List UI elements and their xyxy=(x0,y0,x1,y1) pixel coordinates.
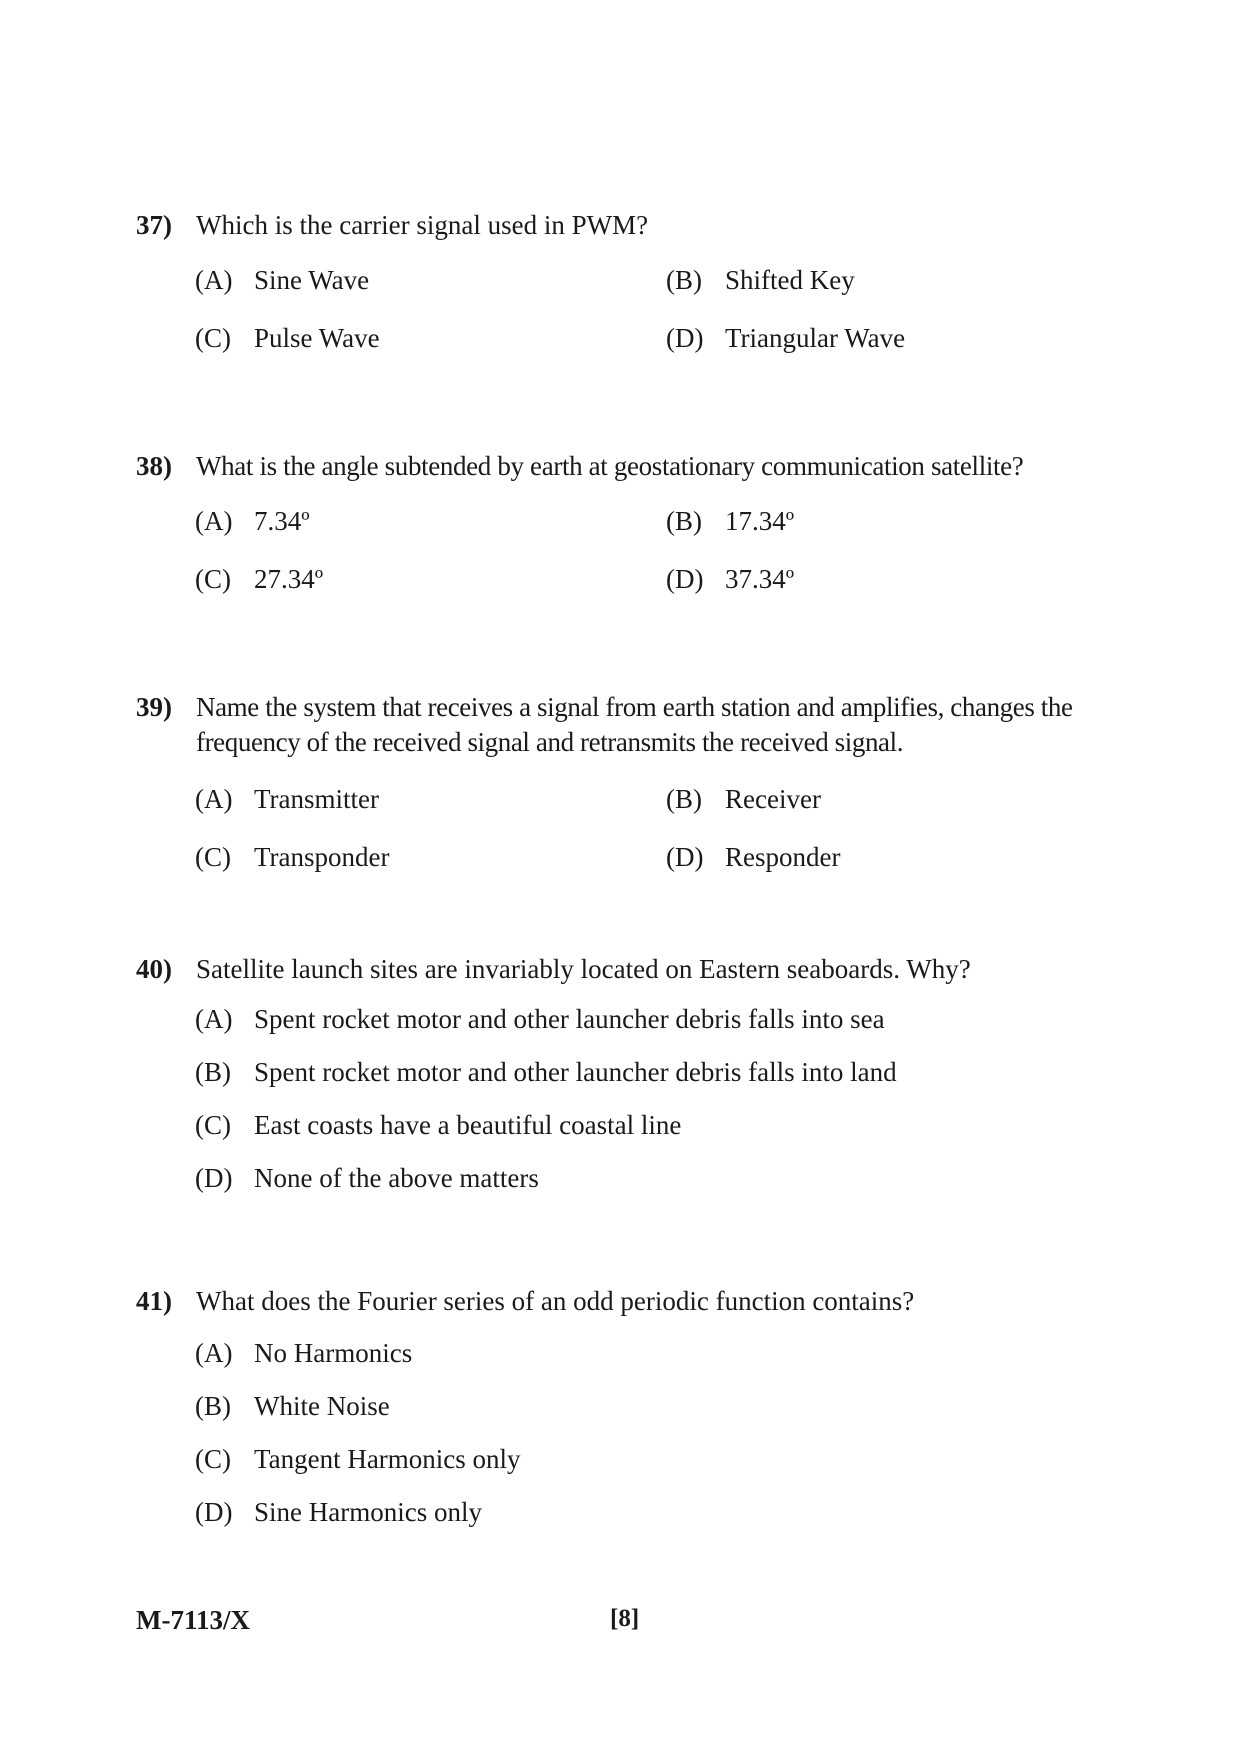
option-text: East coasts have a beautiful coastal line xyxy=(254,1110,682,1140)
question-41 xyxy=(136,1284,1096,1527)
option-text: Pulse Wave xyxy=(254,323,380,353)
option-label: (D) xyxy=(666,564,704,594)
page-number: [8] xyxy=(610,1605,640,1632)
option-c xyxy=(195,1443,521,1475)
option-label: (D) xyxy=(666,842,704,872)
option-text: 7.34º xyxy=(254,506,310,536)
option-label: (D) xyxy=(666,323,704,353)
question-stem xyxy=(136,1284,1096,1319)
option-label: (D) xyxy=(195,1497,233,1527)
question-39 xyxy=(136,690,1096,872)
question-stem xyxy=(136,449,1096,484)
option-d xyxy=(666,322,905,354)
option-label: (B) xyxy=(195,1057,231,1087)
option-text: 27.34º xyxy=(254,564,324,594)
option-text: Receiver xyxy=(725,784,821,814)
option-c xyxy=(195,1109,681,1141)
option-d xyxy=(195,1496,482,1528)
option-text: Shifted Key xyxy=(725,265,855,295)
option-text: No Harmonics xyxy=(254,1338,413,1368)
option-text: Spent rocket motor and other launcher debris falls into sea xyxy=(254,1004,885,1034)
option-b xyxy=(195,1056,897,1088)
option-label: (A) xyxy=(195,784,233,814)
option-label: (A) xyxy=(195,265,233,295)
option-text: White Noise xyxy=(254,1391,390,1421)
option-text: Spent rocket motor and other launcher debris falls into land xyxy=(254,1057,897,1087)
question-37 xyxy=(136,208,1096,353)
question-number: 39) xyxy=(136,692,172,722)
option-label: (C) xyxy=(195,1444,231,1474)
paper-code: M-7113/X xyxy=(136,1605,250,1635)
question-38 xyxy=(136,449,1096,594)
option-label: (C) xyxy=(195,842,231,872)
option-text: None of the above matters xyxy=(254,1163,539,1193)
option-text: Tangent Harmonics only xyxy=(254,1444,521,1474)
option-label: (D) xyxy=(195,1163,233,1193)
question-stem xyxy=(136,690,1096,760)
option-a xyxy=(195,783,379,815)
option-label: (B) xyxy=(666,265,702,295)
question-40 xyxy=(136,952,1096,1193)
option-a xyxy=(195,264,369,296)
option-text: 17.34º xyxy=(725,506,795,536)
option-label: (C) xyxy=(195,1110,231,1140)
option-label: (C) xyxy=(195,323,231,353)
option-label: (A) xyxy=(195,1338,233,1368)
option-label: (B) xyxy=(666,506,702,536)
option-d xyxy=(666,841,840,873)
question-text: Satellite launch sites are invariably located on Eastern seaboards. Why? xyxy=(196,954,971,984)
option-d xyxy=(195,1162,539,1194)
option-c xyxy=(195,322,380,354)
option-text: Transmitter xyxy=(254,784,380,814)
option-d xyxy=(666,563,794,595)
option-a xyxy=(195,1337,412,1369)
option-label: (A) xyxy=(195,506,233,536)
question-text: Which is the carrier signal used in PWM? xyxy=(196,210,649,240)
option-c xyxy=(195,841,390,873)
option-label: (A) xyxy=(195,1004,233,1034)
option-label: (B) xyxy=(195,1391,231,1421)
option-b xyxy=(666,505,794,537)
option-label: (C) xyxy=(195,564,231,594)
question-stem xyxy=(136,208,1096,243)
option-text: Sine Harmonics only xyxy=(254,1497,482,1527)
option-text: 37.34º xyxy=(725,564,795,594)
option-a xyxy=(195,505,310,537)
question-number: 41) xyxy=(136,1286,172,1316)
question-number: 37) xyxy=(136,210,172,240)
option-a xyxy=(195,1003,885,1035)
option-text: Triangular Wave xyxy=(725,323,906,353)
option-text: Sine Wave xyxy=(254,265,370,295)
question-number: 38) xyxy=(136,451,172,481)
option-b xyxy=(666,264,855,296)
question-text: Name the system that receives a signal from earth station and amplifies, changes the frequency of the received signal and retransmits the received signal. xyxy=(196,692,1073,757)
question-number: 40) xyxy=(136,954,172,984)
question-text: What does the Fourier series of an odd periodic function contains? xyxy=(196,1286,915,1316)
question-stem xyxy=(136,952,1096,987)
option-label: (B) xyxy=(666,784,702,814)
option-c xyxy=(195,563,323,595)
question-text: What is the angle subtended by earth at geostationary communication satellite? xyxy=(196,451,1024,481)
option-text: Responder xyxy=(725,842,841,872)
option-b xyxy=(195,1390,390,1422)
option-text: Transponder xyxy=(254,842,390,872)
option-b xyxy=(666,783,821,815)
